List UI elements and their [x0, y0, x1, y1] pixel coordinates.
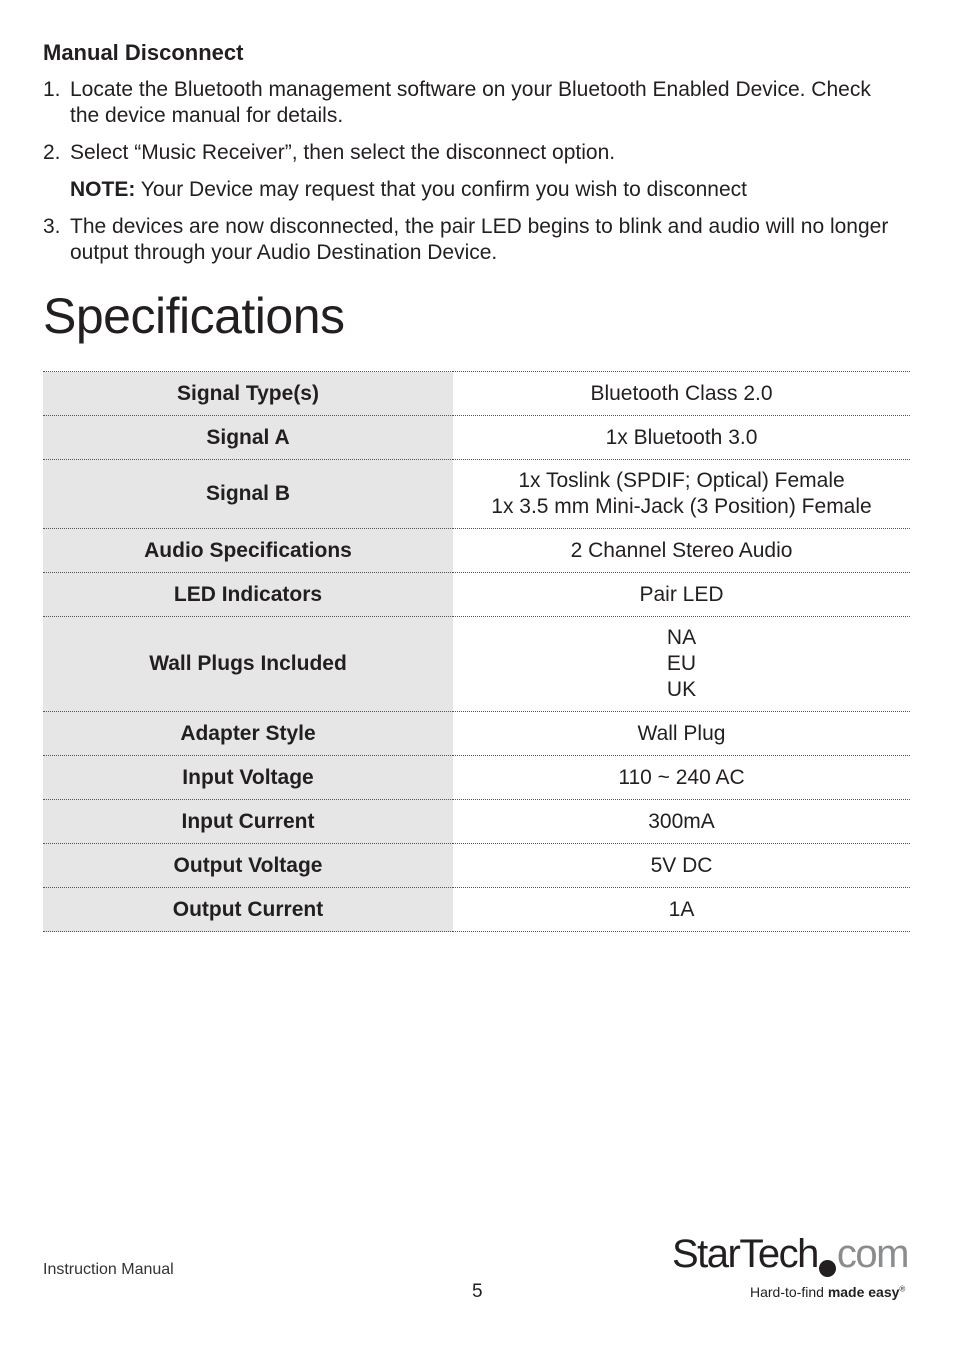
- logo-wordmark-suffix: com: [836, 1232, 908, 1276]
- spec-value-line: UK: [666, 678, 697, 701]
- table-row: [43, 416, 910, 460]
- step-1: [43, 77, 903, 129]
- logo-tagline: [750, 1284, 905, 1300]
- step-text: The devices are now disconnected, the pair LED begins to blink and audio will no longer output through your Audio Destination Device.: [70, 215, 889, 264]
- spec-value-line: 1x Toslink (SPDIF; Optical) Female: [518, 469, 845, 492]
- spec-value: [453, 756, 910, 800]
- spec-value-line: NA: [666, 626, 697, 649]
- note-text: Your Device may request that you confirm you wish to disconnect: [135, 178, 747, 201]
- logo-dot-icon: [819, 1260, 836, 1277]
- step-number: 2.: [43, 141, 61, 164]
- startech-logo: [672, 1230, 912, 1305]
- spec-key: Audio Specifications: [43, 529, 453, 573]
- table-row: [43, 372, 910, 416]
- section-heading-manual-disconnect: Manual Disconnect: [43, 40, 244, 65]
- spec-value-line: 1A: [668, 897, 695, 921]
- table-row: [43, 756, 910, 800]
- spec-key: Output Current: [43, 888, 453, 932]
- table-row: [43, 617, 910, 712]
- step-number: 3.: [43, 215, 61, 238]
- spec-value-line: Bluetooth Class 2.0: [590, 381, 773, 405]
- tagline-part-1: Hard-to-find: [750, 1284, 828, 1300]
- spec-value-line: 1x Bluetooth 3.0: [605, 425, 758, 449]
- logo-wordmark: [672, 1230, 908, 1278]
- step-2: [43, 140, 903, 166]
- spec-value-line: 2 Channel Stereo Audio: [570, 538, 793, 562]
- spec-value-line: Pair LED: [639, 582, 724, 606]
- spec-value-line: 5V DC: [650, 853, 713, 877]
- table-row: [43, 800, 910, 844]
- spec-value: [453, 844, 910, 888]
- table-row: [43, 573, 910, 617]
- note: [43, 177, 903, 203]
- page-number: 5: [472, 1281, 483, 1302]
- step-text: Select “Music Receiver”, then select the disconnect option.: [70, 141, 616, 164]
- spec-value: [453, 460, 910, 529]
- table-row: [43, 460, 910, 529]
- spec-value: [453, 573, 910, 617]
- step-3: [43, 214, 903, 266]
- registered-mark: ®: [899, 1284, 906, 1294]
- spec-value-line: EU: [666, 652, 697, 675]
- spec-key: Signal B: [43, 460, 453, 529]
- spec-key: Wall Plugs Included: [43, 617, 453, 712]
- spec-value-line: 300mA: [648, 809, 715, 833]
- footer-document-title: Instruction Manual: [43, 1261, 174, 1278]
- spec-key: Signal A: [43, 416, 453, 460]
- spec-value: [453, 617, 910, 712]
- specifications-table: [43, 371, 910, 932]
- spec-key: Input Voltage: [43, 756, 453, 800]
- page-title: Specifications: [43, 288, 345, 344]
- spec-value-line: Wall Plug: [637, 721, 726, 745]
- note-label: NOTE:: [70, 178, 136, 201]
- spec-key: Adapter Style: [43, 712, 453, 756]
- spec-key: Output Voltage: [43, 844, 453, 888]
- spec-key: Input Current: [43, 800, 453, 844]
- spec-value: [453, 712, 910, 756]
- spec-key: LED Indicators: [43, 573, 453, 617]
- table-row: [43, 712, 910, 756]
- spec-value-line: 1x 3.5 mm Mini-Jack (3 Position) Female: [491, 495, 872, 518]
- table-row: [43, 844, 910, 888]
- spec-key: Signal Type(s): [43, 372, 453, 416]
- spec-value: [453, 529, 910, 573]
- table-row: [43, 529, 910, 573]
- spec-value: [453, 372, 910, 416]
- tagline-part-2: made easy: [827, 1284, 900, 1300]
- spec-value: [453, 888, 910, 932]
- disconnect-steps: [43, 77, 903, 277]
- step-number: 1.: [43, 78, 61, 101]
- logo-wordmark-primary: StarTech: [672, 1232, 818, 1276]
- table-row: [43, 888, 910, 932]
- spec-value-line: 110 ~ 240 AC: [618, 765, 745, 789]
- spec-value: [453, 800, 910, 844]
- spec-value: [453, 416, 910, 460]
- step-text: Locate the Bluetooth management software on your Bluetooth Enabled Device. Check the device manual for details.: [70, 78, 871, 127]
